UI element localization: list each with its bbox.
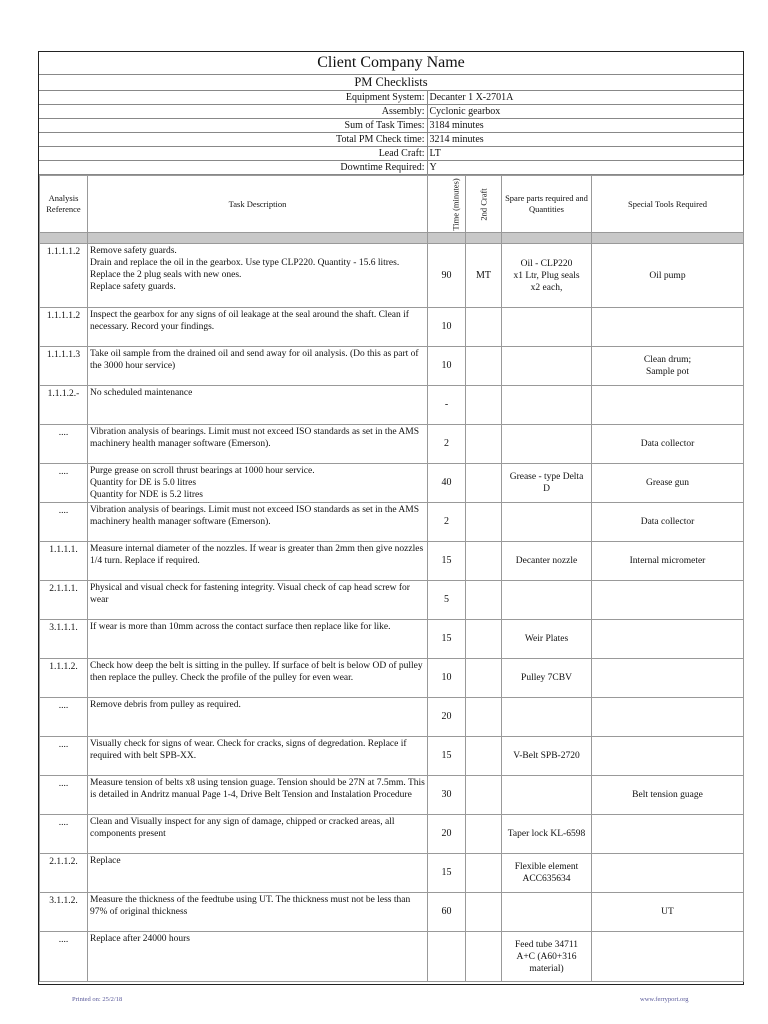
- site-url: www.ferryport.org: [640, 996, 689, 1003]
- task-spares: Taper lock KL-6598: [502, 815, 592, 854]
- task-description: Remove safety guards. Drain and replace the oil in the gearbox. Use type CLP220. Quantity - 15.6 litres. Replace the 2 plug seals with new ones. Replace safety guards.: [88, 244, 428, 308]
- header-divider-band: [40, 233, 744, 244]
- task-time: 15: [428, 620, 466, 659]
- task-description: Vibration analysis of bearings. Limit must not exceed ISO standards as set in the AMS machinery health manager software (Emerson).: [88, 425, 428, 464]
- task-time: 10: [428, 308, 466, 347]
- task-tools: [592, 620, 744, 659]
- header-field-value: 3214 minutes: [427, 133, 743, 147]
- task-analysis-ref: ....: [40, 698, 88, 737]
- page-title: PM Checklists: [39, 75, 743, 91]
- header-field-label: Total PM Check time:: [39, 133, 427, 147]
- task-spares: [502, 347, 592, 386]
- task-time: 15: [428, 854, 466, 893]
- pm-checklist-sheet: [38, 51, 744, 985]
- task-analysis-ref: 3.1.1.1.: [40, 620, 88, 659]
- task-tools: Belt tension guage: [592, 776, 744, 815]
- task-tools: Internal micrometer: [592, 542, 744, 581]
- task-description: Replace: [88, 854, 428, 893]
- task-row: [40, 386, 744, 425]
- task-tools: [592, 386, 744, 425]
- printed-date: Printed on: 25/2/18: [72, 996, 123, 1003]
- task-analysis-ref: ....: [40, 503, 88, 542]
- task-time: 2: [428, 503, 466, 542]
- task-time: 20: [428, 698, 466, 737]
- header-field-row: [39, 119, 743, 133]
- task-spares: [502, 776, 592, 815]
- header-field-label: Assembly:: [39, 105, 427, 119]
- header-field-label: Downtime Required:: [39, 161, 427, 175]
- task-time: 5: [428, 581, 466, 620]
- task-time: [428, 932, 466, 982]
- task-craft: [466, 659, 502, 698]
- header-field-row: [39, 91, 743, 105]
- task-tools: [592, 659, 744, 698]
- header-field-label: Equipment System:: [39, 91, 427, 105]
- task-analysis-ref: ....: [40, 815, 88, 854]
- task-tools: [592, 815, 744, 854]
- header-field-value: LT: [427, 147, 743, 161]
- task-row: [40, 659, 744, 698]
- task-tools: Grease gun: [592, 464, 744, 503]
- header-field-label: Lead Craft:: [39, 147, 427, 161]
- company-name: Client Company Name: [39, 52, 743, 75]
- task-craft: [466, 347, 502, 386]
- task-analysis-ref: ....: [40, 737, 88, 776]
- task-row: [40, 776, 744, 815]
- task-spares: Decanter nozzle: [502, 542, 592, 581]
- task-row: [40, 347, 744, 386]
- task-row: [40, 308, 744, 347]
- task-spares: [502, 503, 592, 542]
- header-field-value: Y: [427, 161, 743, 175]
- task-description: Physical and visual check for fastening integrity. Visual check of cap head screw for wear: [88, 581, 428, 620]
- header-field-value: Cyclonic gearbox: [427, 105, 743, 119]
- task-analysis-ref: 1.1.1.2.-: [40, 386, 88, 425]
- task-tools: [592, 581, 744, 620]
- task-spares: Oil - CLP220 x1 Ltr, Plug seals x2 each,: [502, 244, 592, 308]
- task-tools: [592, 698, 744, 737]
- task-time: 20: [428, 815, 466, 854]
- task-description: Visually check for signs of wear. Check for cracks, signs of degredation. Replace if required with belt SPB-XX.: [88, 737, 428, 776]
- task-description: Check how deep the belt is sitting in the pulley. If surface of belt is below OD of pulley then replace the pulley. Check the profile of the pulley for even wear.: [88, 659, 428, 698]
- task-craft: [466, 737, 502, 776]
- task-tools: UT: [592, 893, 744, 932]
- task-time: 2: [428, 425, 466, 464]
- task-analysis-ref: 1.1.1.2.: [40, 659, 88, 698]
- col-spare-parts: Spare parts required and Quantities: [502, 176, 592, 233]
- task-craft: [466, 776, 502, 815]
- task-spares: Weir Plates: [502, 620, 592, 659]
- task-row: [40, 542, 744, 581]
- task-tools: Oil pump: [592, 244, 744, 308]
- task-row: [40, 503, 744, 542]
- task-analysis-ref: ....: [40, 425, 88, 464]
- task-time: 90: [428, 244, 466, 308]
- task-spares: Pulley 7CBV: [502, 659, 592, 698]
- task-analysis-ref: 1.1.1.1.2: [40, 308, 88, 347]
- task-craft: [466, 698, 502, 737]
- task-description: Measure the thickness of the feedtube using UT. The thickness must not be less than 97% of original thickness: [88, 893, 428, 932]
- task-description: If wear is more than 10mm across the contact surface then replace like for like.: [88, 620, 428, 659]
- task-time: -: [428, 386, 466, 425]
- task-tools: Data collector: [592, 503, 744, 542]
- task-spares: [502, 581, 592, 620]
- header-field-row: [39, 161, 743, 175]
- task-row: [40, 464, 744, 503]
- header-field-row: [39, 133, 743, 147]
- task-row: [40, 581, 744, 620]
- task-row: [40, 698, 744, 737]
- task-analysis-ref: ....: [40, 776, 88, 815]
- task-description: Remove debris from pulley as required.: [88, 698, 428, 737]
- task-description: No scheduled maintenance: [88, 386, 428, 425]
- task-craft: [466, 854, 502, 893]
- col-craft-label: 2nd Craft: [478, 187, 489, 221]
- header-field-value: Decanter 1 X-2701A: [427, 91, 743, 105]
- task-analysis-ref: 2.1.1.1.: [40, 581, 88, 620]
- task-spares: [502, 308, 592, 347]
- task-analysis-ref: 1.1.1.1.2: [40, 244, 88, 308]
- task-row: [40, 932, 744, 982]
- header-field-row: [39, 147, 743, 161]
- task-spares: Grease - type Delta D: [502, 464, 592, 503]
- task-craft: [466, 581, 502, 620]
- col-time: [428, 176, 466, 233]
- task-spares: V-Belt SPB-2720: [502, 737, 592, 776]
- task-spares: [502, 386, 592, 425]
- col-analysis-reference: Analysis Reference: [40, 176, 88, 233]
- task-spares: Flexible element ACC635634: [502, 854, 592, 893]
- task-row: [40, 244, 744, 308]
- task-time: 40: [428, 464, 466, 503]
- task-row: [40, 620, 744, 659]
- task-craft: [466, 464, 502, 503]
- task-craft: [466, 620, 502, 659]
- task-time: 30: [428, 776, 466, 815]
- task-time: 10: [428, 659, 466, 698]
- task-description: Clean and Visually inspect for any sign of damage, chipped or cracked areas, all components present: [88, 815, 428, 854]
- task-table: [39, 175, 744, 982]
- task-row: [40, 893, 744, 932]
- task-craft: [466, 386, 502, 425]
- task-description: Measure internal diameter of the nozzles. If wear is greater than 2mm then give nozzles 1/4 turn. Replace if required.: [88, 542, 428, 581]
- task-analysis-ref: 2.1.1.2.: [40, 854, 88, 893]
- task-tools: Data collector: [592, 425, 744, 464]
- task-spares: [502, 893, 592, 932]
- task-description: Replace after 24000 hours: [88, 932, 428, 982]
- col-2nd-craft: [466, 176, 502, 233]
- header-field-value: 3184 minutes: [427, 119, 743, 133]
- task-tools: [592, 932, 744, 982]
- task-spares: [502, 698, 592, 737]
- task-row: [40, 737, 744, 776]
- task-analysis-ref: ....: [40, 932, 88, 982]
- task-craft: [466, 542, 502, 581]
- task-description: Purge grease on scroll thrust bearings at 1000 hour service. Quantity for DE is 5.0 litres Quantity for NDE is 5.2 litres: [88, 464, 428, 503]
- task-spares: [502, 425, 592, 464]
- task-description: Take oil sample from the drained oil and send away for oil analysis. (Do this as part of the 3000 hour service): [88, 347, 428, 386]
- header-field-row: [39, 105, 743, 119]
- task-analysis-ref: 1.1.1.1.3: [40, 347, 88, 386]
- task-spares: Feed tube 34711 A+C (A60+316 material): [502, 932, 592, 982]
- task-craft: MT: [466, 244, 502, 308]
- task-row: [40, 425, 744, 464]
- task-craft: [466, 815, 502, 854]
- header-table: [39, 52, 743, 175]
- col-special-tools: Special Tools Required: [592, 176, 744, 233]
- task-craft: [466, 503, 502, 542]
- task-craft: [466, 932, 502, 982]
- task-analysis-ref: ....: [40, 464, 88, 503]
- col-time-label: Time (minutes): [450, 177, 461, 231]
- task-time: 15: [428, 737, 466, 776]
- col-task-description: Task Description: [88, 176, 428, 233]
- task-row: [40, 815, 744, 854]
- task-description: Measure tension of belts x8 using tension guage. Tension should be 27N at 7.5mm. This is detailed in Andritz manual Page 1-4, Drive Belt Tension and Instalation Procedure: [88, 776, 428, 815]
- task-tools: [592, 854, 744, 893]
- task-craft: [466, 893, 502, 932]
- task-time: 60: [428, 893, 466, 932]
- task-tools: [592, 308, 744, 347]
- task-craft: [466, 425, 502, 464]
- task-tools: Clean drum; Sample pot: [592, 347, 744, 386]
- task-description: Vibration analysis of bearings. Limit must not exceed ISO standards as set in the AMS machinery health manager software (Emerson).: [88, 503, 428, 542]
- task-craft: [466, 308, 502, 347]
- task-time: 15: [428, 542, 466, 581]
- task-time: 10: [428, 347, 466, 386]
- task-row: [40, 854, 744, 893]
- task-tools: [592, 737, 744, 776]
- task-analysis-ref: 3.1.1.2.: [40, 893, 88, 932]
- task-analysis-ref: 1.1.1.1.: [40, 542, 88, 581]
- header-field-label: Sum of Task Times:: [39, 119, 427, 133]
- task-description: Inspect the gearbox for any signs of oil leakage at the seal around the shaft. Clean if necessary. Record your findings.: [88, 308, 428, 347]
